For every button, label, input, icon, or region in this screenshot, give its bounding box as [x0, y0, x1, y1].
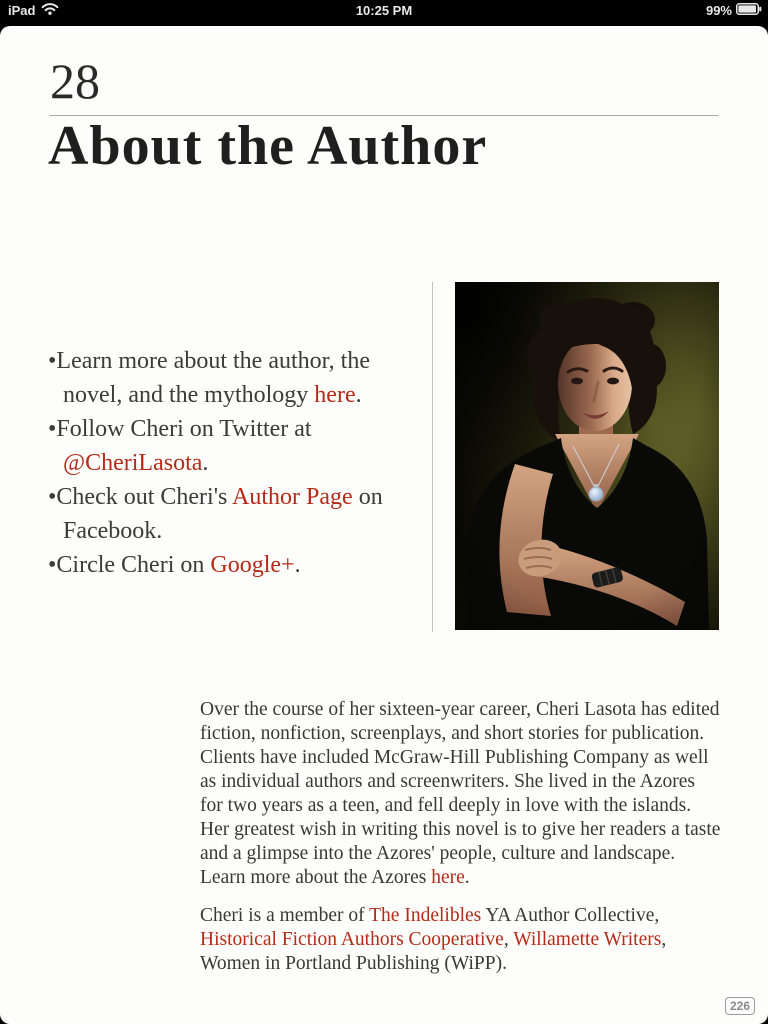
- list-item-text: Learn more about the author, the novel, and the mythology here.: [56, 348, 370, 408]
- body-text: [200, 698, 722, 990]
- list-item: [48, 344, 414, 412]
- battery-percent: 99%: [705, 2, 732, 18]
- text-link[interactable]: Author Page: [232, 484, 353, 510]
- list-item: [48, 480, 414, 548]
- battery-icon: [736, 3, 762, 18]
- list-item-text: Check out Cheri's Author Page on Facebook.: [56, 484, 383, 544]
- text-link[interactable]: @CheriLasota: [63, 450, 203, 476]
- paragraph: Over the course of her sixteen-year career, Cheri Lasota has edited fiction, nonfiction, screenplays, and short stories for publication. Clients have included McGraw-Hill Publishing Company as well as individual authors and screenwriters. She lived in the Azores for two years as a teen, and fell deeply in love with the islands. Her greatest wish in writing this novel is to give her readers a taste and a glimpse into the Azores' people, culture and landscape. Learn more about the Azores here.: [200, 699, 721, 888]
- clock: 10:25 PM: [355, 2, 413, 18]
- list-item: [48, 412, 414, 480]
- author-portrait-illustration: [455, 282, 719, 630]
- chapter-number: 28: [50, 53, 100, 109]
- text-link[interactable]: Historical Fiction Authors Cooperative: [200, 929, 504, 950]
- list-item-text: Circle Cheri on Google+.: [56, 552, 301, 578]
- text-link[interactable]: The Indelibles: [369, 905, 482, 926]
- text-link[interactable]: here: [431, 867, 465, 888]
- bullet-marker: •: [48, 348, 57, 374]
- bullet-marker: •: [48, 416, 57, 442]
- bullet-marker: •: [48, 484, 57, 510]
- paragraph: Cheri is a member of The Indelibles YA Author Collective, Historical Fiction Authors Cooperative, Willamette Writers, Women in Portland Publishing (WiPP).: [200, 905, 667, 974]
- bullet-marker: •: [48, 552, 57, 578]
- wifi-icon: [41, 2, 59, 18]
- carrier-label: iPad: [8, 2, 36, 18]
- bullet-list: [48, 344, 414, 582]
- text-link[interactable]: here: [314, 382, 356, 408]
- vertical-divider: [432, 282, 433, 632]
- text-link[interactable]: Willamette Writers: [513, 929, 662, 950]
- status-bar: [0, 0, 768, 20]
- list-item: [48, 548, 414, 582]
- text-link[interactable]: Google+: [210, 552, 295, 578]
- book-page[interactable]: [0, 26, 768, 1024]
- list-item-text: Follow Cheri on Twitter at @CheriLasota.: [56, 416, 312, 476]
- page-number-badge: 226: [725, 997, 755, 1015]
- author-photo: [455, 282, 719, 630]
- chapter-title: About the Author: [48, 115, 488, 177]
